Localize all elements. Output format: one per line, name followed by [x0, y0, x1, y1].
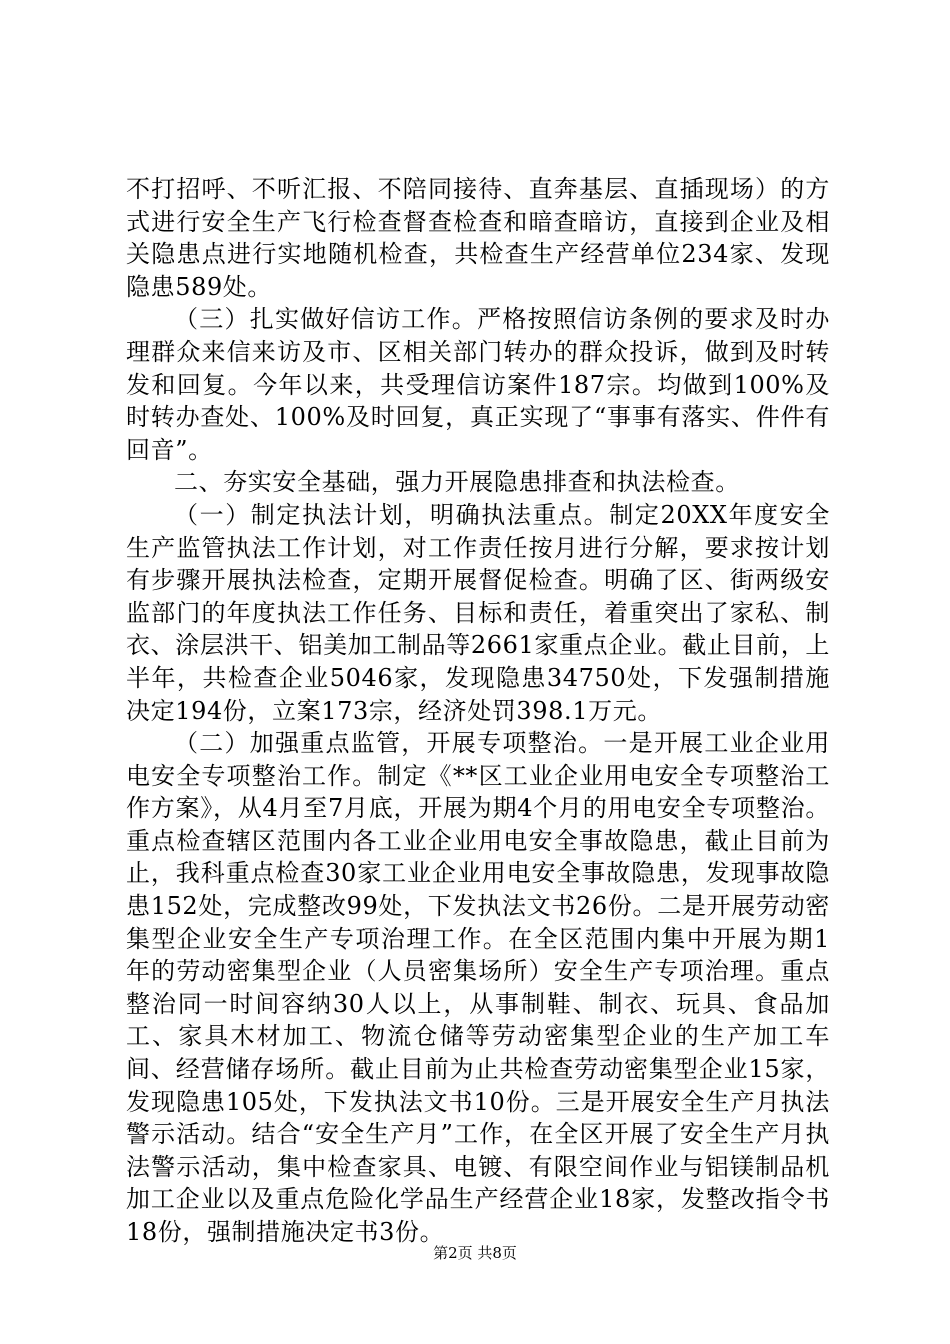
page-footer — [0, 1243, 950, 1263]
paragraph-enforcement-plan: （一）制定执法计划，明确执法重点。制定20XX年度安全生产监管执法工作计划，对工作责任按月进行分解，要求按计划有步骤开展执法检查，定期开展督促检查。明确了区、街两级安监部门的年度执法工作任务、目标和责任，着重突出了家私、制衣、涂层洪干、铝美加工制品等2661家重点企业。截止目前，上半年，共检查企业5046家，发现隐患34750处，下发强制措施决定194份，立案173宗，经济处罚398.1万元。 — [126, 500, 830, 725]
paragraph-petition-work: （三）扎实做好信访工作。严格按照信访条例的要求及时办理群众来信来访及市、区相关部门转办的群众投诉，做到及时转发和回复。今年以来，共受理信访案件187宗。均做到100%及时转办查处、100%及时回复，真正实现了“事事有落实、件件有回音”。 — [126, 305, 830, 464]
paragraph-inspection-summary: 不打招呼、不听汇报、不陪同接待、直奔基层、直插现场）的方式进行安全生产飞行检查督查检查和暗查暗访，直接到企业及相关隐患点进行实地随机检查，共检查生产经营单位234家、发现隐患589处。 — [126, 175, 830, 301]
paragraph-special-rectification: （二）加强重点监管，开展专项整治。一是开展工业企业用电安全专项整治工作。制定《**区工业企业用电安全专项整治工作方案》，从4月至7月底，开展为期4个月的用电安全专项整治。重点检查辖区范围内各工业企业用电安全事故隐患，截止目前为止，我科重点检查30家工业企业用电安全事故隐患，发现事故隐患152处，完成整改99处，下发执法文书26份。二是开展劳动密集型企业安全生产专项治理工作。在全区范围内集中开展为期1年的劳动密集型企业（人员密集场所）安全生产专项治理。重点整治同一时间容纳30人以上，从事制鞋、制衣、玩具、食品加工、家具木材加工、物流仓储等劳动密集型企业的生产加工车间、经营储存场所。截止目前为止共检查劳动密集型企业15家，发现隐患105处，下发执法文书10份。三是开展安全生产月执法警示活动。结合“安全生产月”工作，在全区开展了安全生产月执法警示活动，集中检查家具、电镀、有限空间作业与铝镁制品机加工企业以及重点危险化学品生产经营企业18家，发整改指令书18份，强制措施决定书3份。 — [126, 729, 830, 1246]
section-heading-2: 二、夯实安全基础，强力开展隐患排查和执法检查。 — [174, 468, 740, 497]
document-body — [126, 173, 830, 1249]
page-number: 第2页 共8页 — [433, 1244, 517, 1262]
